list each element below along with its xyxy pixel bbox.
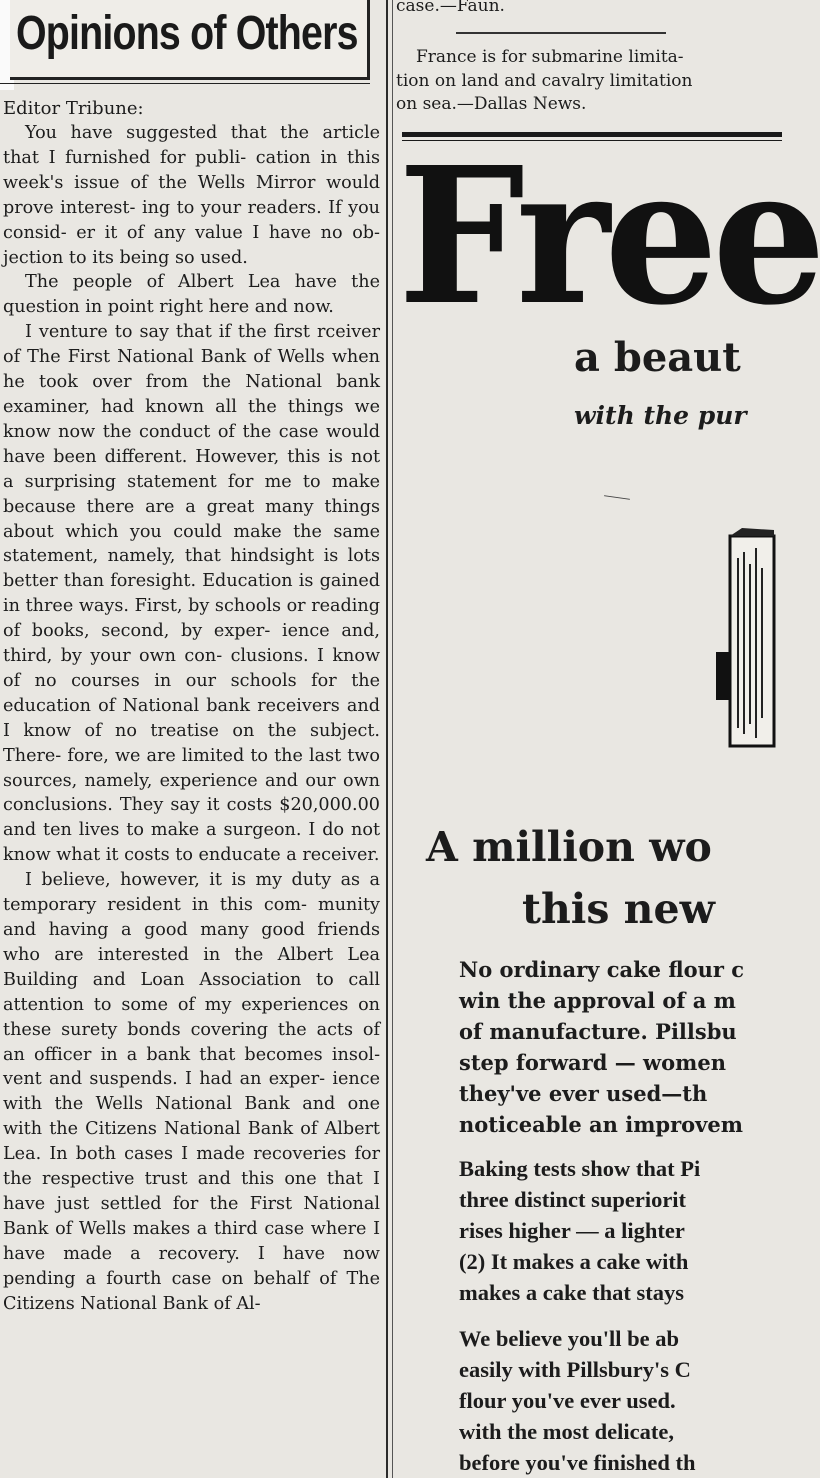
letter-paragraph <box>3 868 380 1316</box>
ad-subheadline: a beaut <box>574 334 741 381</box>
letter-line: sources, namely, experience and our <box>3 770 336 791</box>
letter-line: munity and having a good many <box>3 895 380 940</box>
ad-copy-line: with the most delicate, <box>459 1419 674 1444</box>
letter-line: costs to enducate a receiver. <box>124 845 380 866</box>
ad-copy-line: No ordinary cake flour c <box>459 957 745 982</box>
letter-line: jection to its being so used. <box>3 247 248 268</box>
letter-line: make the same statement, namely, <box>3 521 381 567</box>
ad-copy-line: of manufacture. Pillsbu <box>459 1019 737 1044</box>
letter-paragraph <box>3 121 380 270</box>
letter-line: The people of Albert Lea have <box>25 272 337 293</box>
letter-paragraph <box>3 320 380 868</box>
letter-line: pending a fourth case on behalf of <box>3 1268 337 1289</box>
quote-dallas-news <box>396 46 796 117</box>
column-divider <box>386 0 388 1478</box>
letter-line: many things about which you could <box>3 496 380 542</box>
quote-line: tion on land and cavalry limitation <box>396 70 693 91</box>
ad-copy-line: flour you've ever used. <box>459 1388 676 1413</box>
letter-line: of Wells when he took over from <box>3 347 381 393</box>
letter-line: of no treatise on the subject. There- <box>3 720 381 766</box>
opinions-column <box>0 0 395 1478</box>
letter-line: foresight. Education is gained in <box>3 571 380 617</box>
ad-headline-million: A million wo <box>426 823 712 871</box>
headline-box <box>10 0 370 80</box>
letter-paragraph <box>3 270 380 320</box>
letter-line: National bank receivers and I know <box>3 695 380 741</box>
letter-line: Wells Mirror would prove interest- <box>3 172 380 218</box>
letter-line: surgeon. I do not know what it <box>3 820 381 866</box>
ad-copy-line: easily with Pillsbury's C <box>459 1357 691 1382</box>
letter-line: of Wells makes a third case where <box>55 1218 367 1239</box>
letter-line: vent and suspends. I had an exper- <box>3 1069 326 1090</box>
quote-line: on sea.—Dallas News. <box>396 94 587 114</box>
letter-line: and now. <box>254 297 334 318</box>
quote-separator <box>456 32 666 34</box>
letter-line: Association to call attention to <box>3 969 381 1015</box>
letter-line: ing to your readers. If you consid- <box>3 197 381 243</box>
ad-stray-mark <box>604 495 630 500</box>
ad-tagline: with the pur <box>574 401 747 430</box>
letter-line: ience with the Wells National Bank <box>3 1069 381 1115</box>
letter-line: $20,000.00 and ten lives to make a <box>3 795 380 841</box>
letter-line: been different. However, this is <box>53 446 343 467</box>
letter-line: Bank of Albert Lea. In both cases <box>3 1119 380 1165</box>
ad-copy-line: win the approval of a m <box>459 988 736 1013</box>
ad-headline-free: Free <box>398 126 820 347</box>
column-headline: Opinions of Others <box>16 7 358 60</box>
ad-copy-paragraph-3 <box>459 1323 695 1478</box>
letter-line: own conclusions. They say it costs <box>3 770 380 816</box>
ad-copy-line: Baking tests show that Pi <box>459 1156 701 1181</box>
ad-copy-line: (2) It makes a cake with <box>459 1249 689 1274</box>
letter-line: not a surprising statement for me <box>3 446 381 492</box>
column-divider-thin <box>392 0 393 1478</box>
letter-line: settled for the First National Bank <box>3 1193 381 1239</box>
letter-line: known all the things we know now <box>3 396 381 442</box>
letter-line: the Albert Lea Building and Loan <box>3 944 381 990</box>
ad-copy-line: makes a cake that stays <box>459 1280 684 1305</box>
letter-line: as a temporary resident in this com- <box>3 870 380 916</box>
ad-copy-line: before you've finished th <box>459 1450 696 1475</box>
letter-body <box>3 121 380 1317</box>
letter-line: fore, we are limited to the last two <box>67 745 381 766</box>
letter-line: article that I furnished for publi- <box>3 123 380 168</box>
ad-copy-line: three distinct superiorit <box>459 1187 687 1212</box>
letter-line: some of my experiences on these <box>3 994 381 1040</box>
letter-line: to make because there are a great <box>3 471 380 517</box>
letter-line: officer in a bank that becomes insol- <box>34 1044 381 1065</box>
letter-line: I believe, however, it is my duty <box>25 870 332 891</box>
quote-line: France is for submarine limita- <box>416 47 684 67</box>
letter-line: the question in point right here <box>3 272 380 318</box>
letter-line: the National bank examiner, had <box>3 372 380 417</box>
letter-line: ience and, third, by your own con- <box>3 621 380 667</box>
letter-line: I have made a recovery. I have now <box>3 1218 381 1264</box>
letter-line: rceiver of The First National Bank <box>3 322 381 368</box>
ad-copy-paragraph-1 <box>459 954 744 1140</box>
ad-headline-new: this new <box>522 885 715 933</box>
letter-line: reading of books, second, by exper- <box>3 596 381 642</box>
letter-line: three ways. First, by schools or <box>25 596 306 617</box>
letter-line: The Citizens National Bank of Al- <box>3 1268 380 1314</box>
letter-line: and one with the Citizens National <box>3 1094 381 1140</box>
right-column <box>396 0 820 1478</box>
letter-line: good friends who are interested in <box>3 920 380 965</box>
ad-copy-line: step forward — women <box>459 1050 726 1075</box>
letter-line: trust and this one that I have just <box>3 1169 381 1214</box>
letter-line: the conduct of the case would have <box>3 421 380 467</box>
letter-line: that hindsight is lots better than <box>3 546 380 592</box>
letter-line: er it of any value I have no ob- <box>76 222 380 243</box>
letter-line: clusions. I know of no courses in <box>3 646 381 691</box>
quote-fragment: case.—Faun. <box>396 0 505 16</box>
letter-salutation: Editor Tribune: <box>3 98 144 119</box>
letter-line: I made recoveries for the respective <box>3 1144 381 1190</box>
ad-copy-paragraph-2 <box>459 1153 700 1308</box>
letter-line: our schools for the education of <box>3 670 381 716</box>
letter-line: cation in this week's issue of the <box>3 147 380 193</box>
letter-line: You have suggested that the <box>25 123 309 143</box>
letter-line: I venture to say that if the first <box>25 322 310 343</box>
ad-copy-line: noticeable an improvem <box>459 1112 743 1137</box>
ad-copy-line: We believe you'll be ab <box>459 1326 680 1351</box>
flour-box-illustration <box>716 528 776 750</box>
ad-copy-line: they've ever used—th <box>459 1081 708 1106</box>
ad-copy-line: rises higher — a lighter <box>459 1218 685 1243</box>
letter-line: surety bonds covering the acts of an <box>3 1019 381 1065</box>
